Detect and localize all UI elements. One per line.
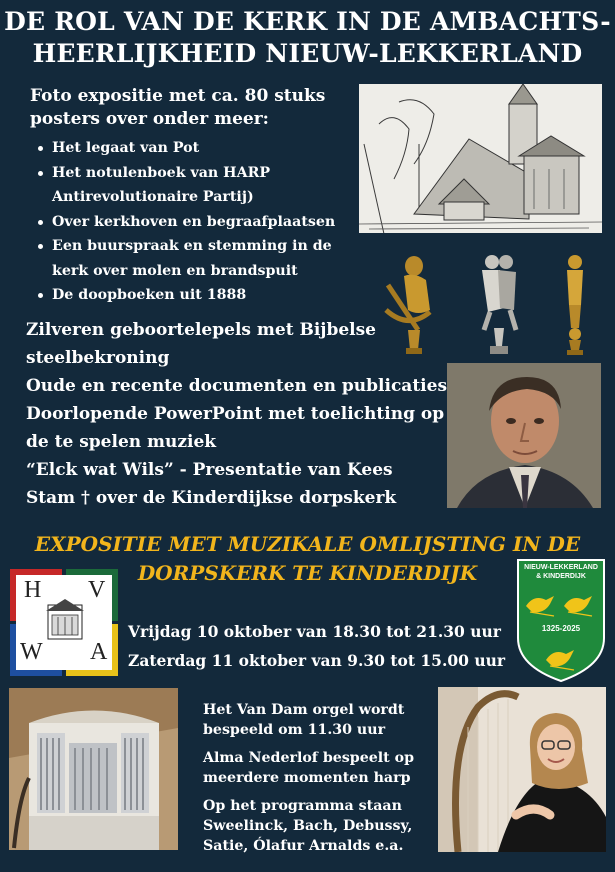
church-organ-photo bbox=[9, 688, 178, 850]
headline-line-2: DORPSKERK TE KINDERDIJK bbox=[137, 561, 478, 585]
highlight-line: Zilveren geboortelepels met Bijbelse bbox=[26, 320, 376, 340]
date-line-friday: Vrijdag 10 oktober van 18.30 tot 21.30 uur bbox=[128, 622, 501, 641]
music-program-info bbox=[203, 700, 431, 864]
highlight-line: Oude en recente documenten en publicaties bbox=[26, 376, 448, 396]
list-item: Het legaat van Pot bbox=[30, 136, 350, 161]
hvwa-letter-a: A bbox=[90, 639, 108, 665]
hvwa-letter-v: V bbox=[88, 577, 106, 603]
list-item: Het notulenboek van HARP Antirevolutionaire Partij) bbox=[30, 161, 350, 210]
harp-info: Alma Nederlof bespeelt op meerdere momenten harp bbox=[203, 750, 415, 786]
poster-title bbox=[0, 6, 615, 70]
title-line-2: HEERLIJKHEID NIEUW-LEKKERLAND bbox=[32, 39, 583, 68]
harpist-photo bbox=[438, 687, 606, 852]
church-sketch-image bbox=[359, 84, 602, 233]
portrait-painting bbox=[447, 363, 601, 508]
highlight-line: de te spelen muziek bbox=[26, 432, 217, 452]
highlight-line: steelbekroning bbox=[26, 348, 170, 368]
highlight-line: “Elck wat Wils” - Presentatie van Kees bbox=[26, 460, 393, 480]
list-item: Een buurspraak en stemming in de kerk over molen en brandspuit bbox=[30, 234, 350, 283]
spoon-figure-couple bbox=[470, 250, 528, 358]
title-line-1: DE ROL VAN DE KERK IN DE AMBACHTS- bbox=[4, 7, 611, 36]
poster-topics-list bbox=[30, 136, 350, 308]
exhibition-highlights bbox=[26, 316, 446, 512]
shield-name-line-2: & KINDERDIJK bbox=[536, 573, 586, 580]
list-item: De doopboeken uit 1888 bbox=[30, 283, 350, 308]
date-line-saturday: Zaterdag 11 oktober van 9.30 tot 15.00 uur bbox=[128, 651, 506, 670]
intro-text bbox=[30, 85, 360, 131]
intro-line-2: posters over onder meer: bbox=[30, 109, 269, 129]
shield-name-line-1: NIEUW-LEKKERLAND bbox=[524, 564, 598, 571]
list-item: Over kerkhoven en begraafplaatsen bbox=[30, 210, 350, 235]
nieuw-lekkerland-shield-logo bbox=[516, 558, 606, 683]
headline-line-1: EXPOSITIE MET MUZIKALE OMLIJSTING IN DE bbox=[34, 532, 581, 556]
intro-line-1: Foto expositie met ca. 80 stuks bbox=[30, 86, 326, 106]
hvwa-letter-h: H bbox=[24, 577, 42, 603]
hvwa-logo bbox=[10, 569, 118, 676]
spoon-figure-standing bbox=[555, 250, 595, 358]
event-dates bbox=[128, 617, 508, 675]
composers-info: Op het programma staan Sweelinck, Bach, Debussy, Satie, Ólafur Arnalds e.a. bbox=[203, 798, 413, 854]
highlight-line: Doorlopende PowerPoint met toelichting op bbox=[26, 404, 445, 424]
shield-years: 1325-2025 bbox=[541, 624, 581, 633]
organ-info: Het Van Dam orgel wordt bespeeld om 11.30 uur bbox=[203, 702, 405, 738]
highlight-line: Stam † over de Kinderdijkse dorpskerk bbox=[26, 488, 397, 508]
hvwa-letter-w: W bbox=[20, 639, 43, 665]
